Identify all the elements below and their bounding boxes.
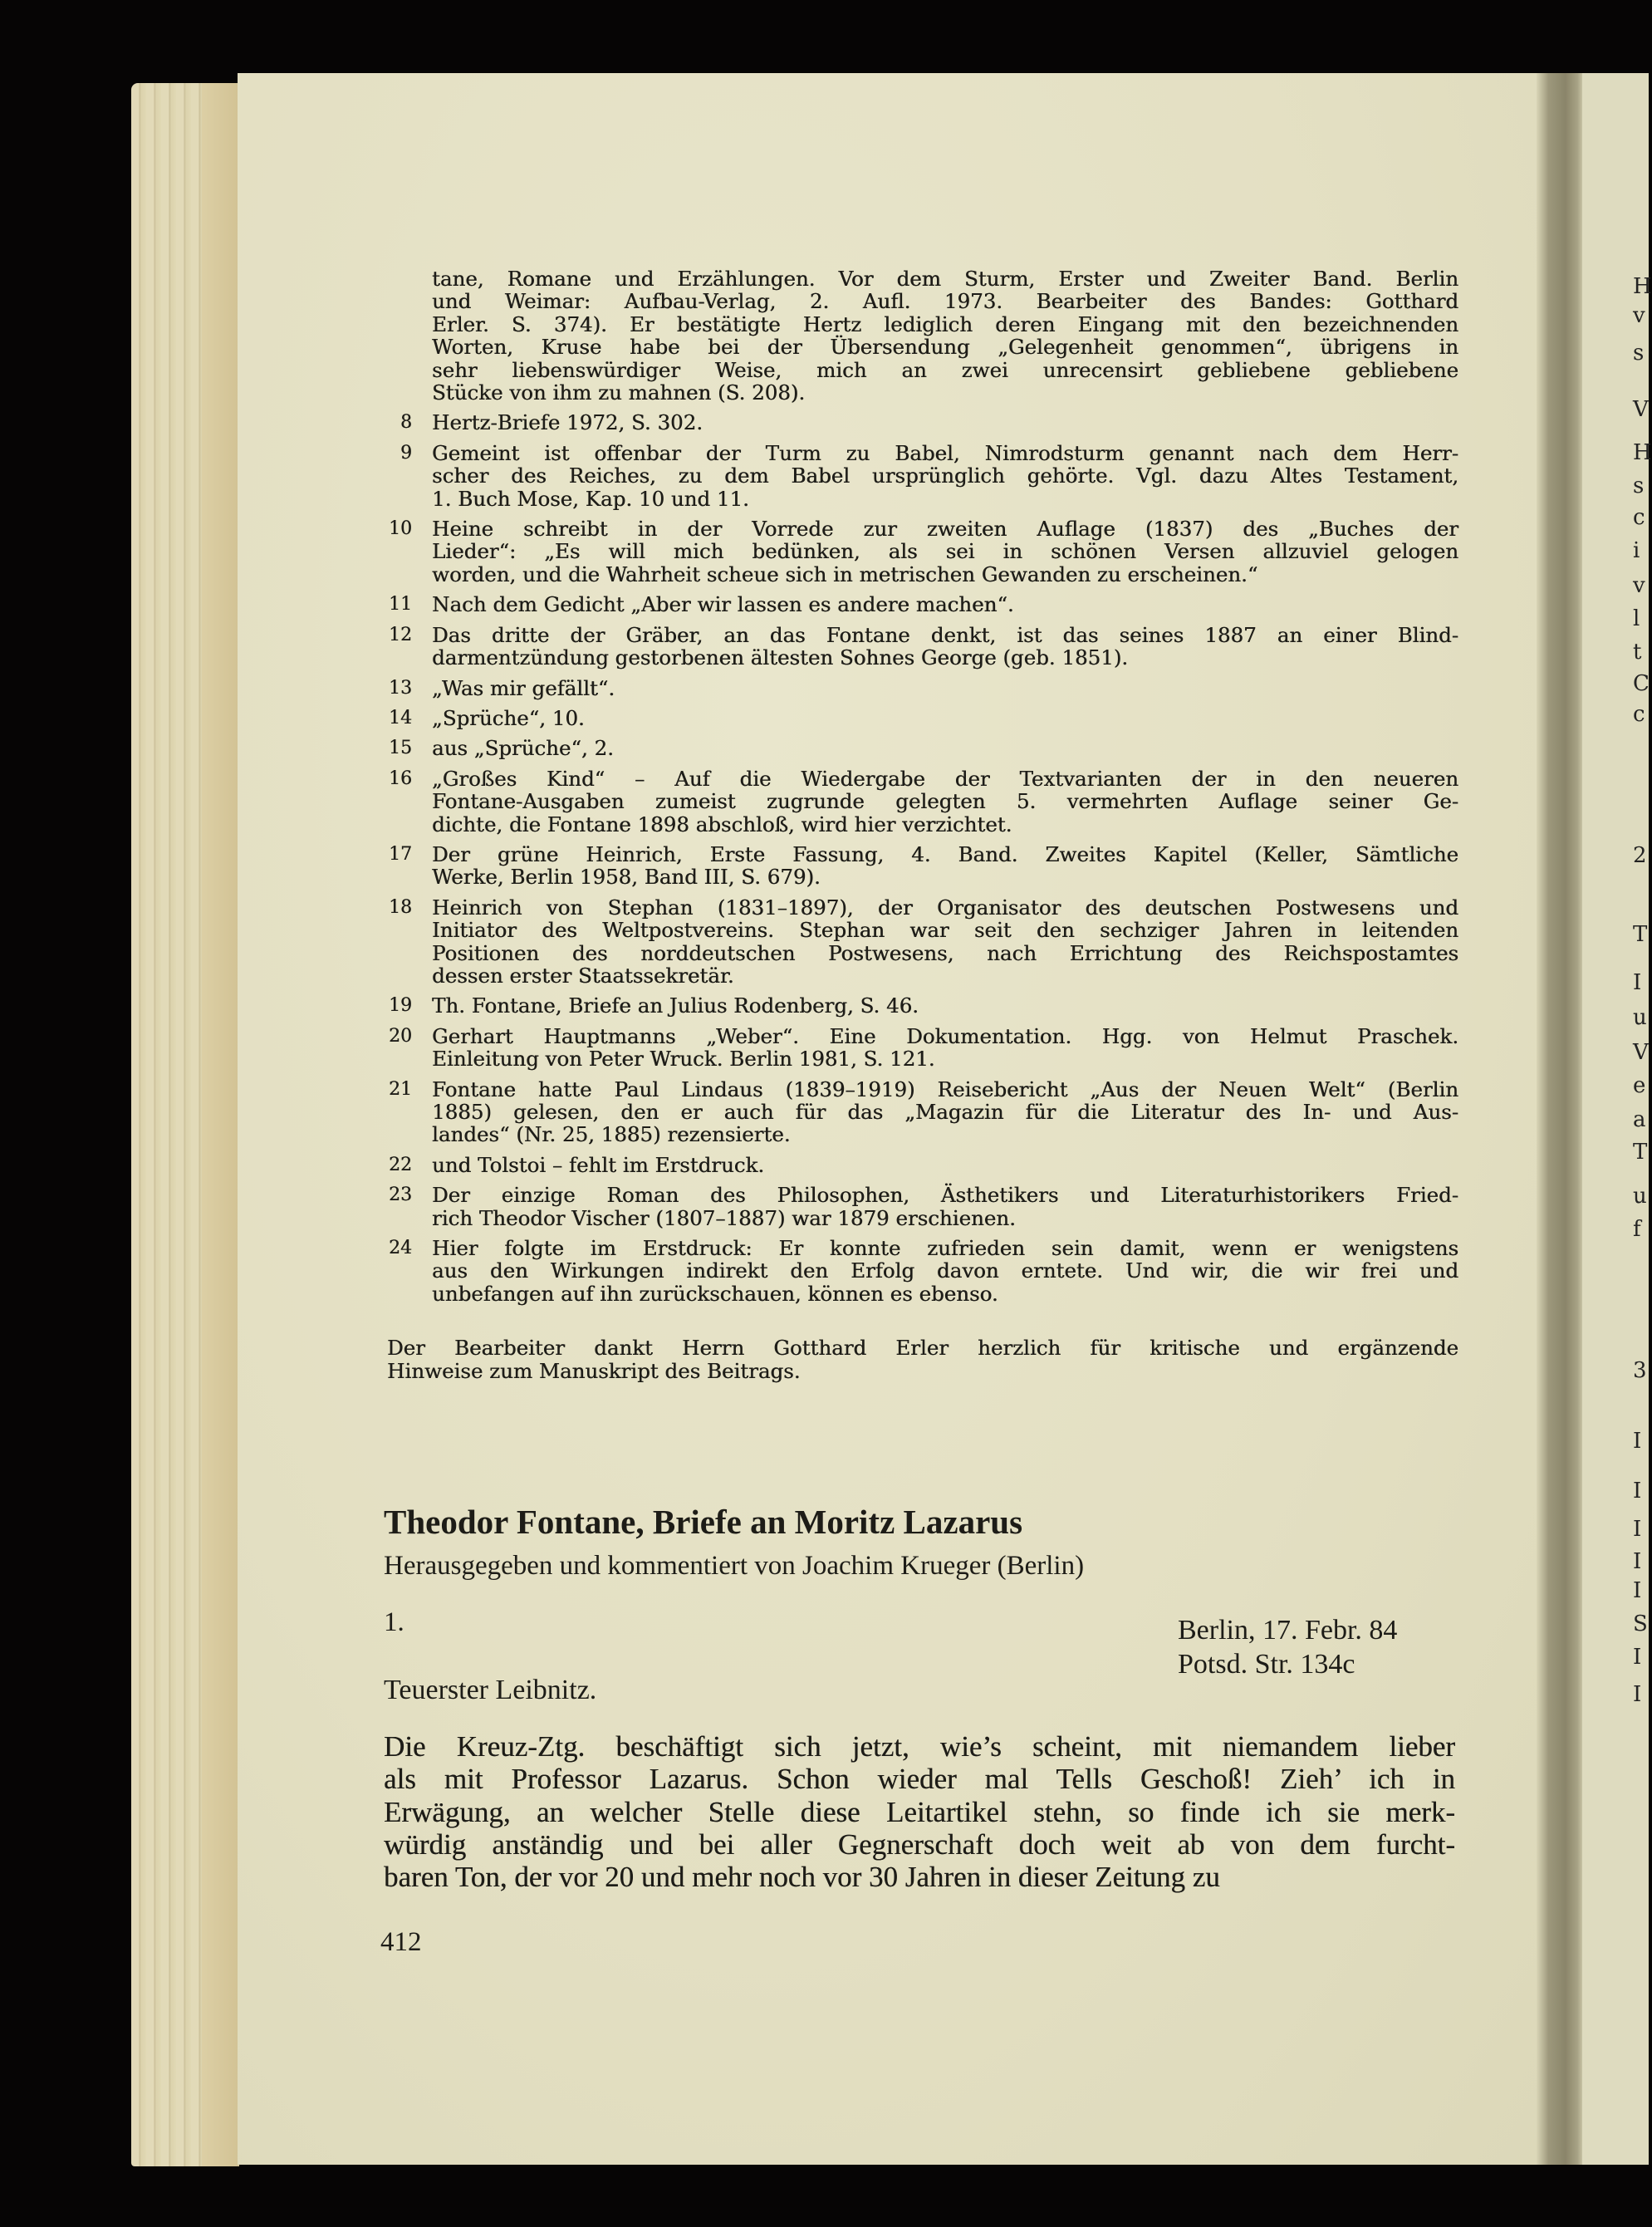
facing-page-letter: H: [1633, 274, 1652, 299]
facing-page-letter: I: [1633, 1645, 1642, 1670]
facing-page-letter: u: [1633, 1184, 1647, 1209]
footnote-11: [387, 593, 1458, 616]
footnote-10: [387, 518, 1458, 586]
text-line: landes“ (Nr. 25, 1885) rezensierte.: [432, 1122, 791, 1147]
footnote-17: [387, 843, 1458, 889]
facing-page-letter: 3: [1633, 1358, 1647, 1383]
text-line: „Sprüche“, 10.: [432, 705, 585, 730]
text-line: Hier folgte im Erstdruck: Er konnte zufrieden sein damit, wenn er wenigstens: [432, 1236, 1458, 1261]
facing-page-letter: e: [1633, 1073, 1646, 1098]
book-gutter-shadow: [1537, 73, 1585, 2165]
page-number: 412: [380, 1927, 422, 1957]
facing-page-letter: I: [1633, 1549, 1642, 1574]
text-line: Lieder“: „Es will mich bedünken, als sei in schönen Versen allzuviel gelogen: [432, 539, 1458, 564]
text-line: worden, und die Wahrheit scheue sich in metrischen Gewanden zu erscheinen.“: [432, 562, 1258, 586]
facing-page-letter: C: [1633, 671, 1650, 696]
footnote-18: [387, 896, 1458, 988]
text-line: Stücke von ihm zu mahnen (S. 208).: [432, 380, 806, 405]
footnote-12: [387, 624, 1458, 670]
text-line: Der Bearbeiter dankt Herrn Gotthard Erler herzlich für kritische und ergänzende: [387, 1336, 1458, 1361]
facing-page-letter: f: [1633, 1217, 1641, 1242]
facing-page-letter: I: [1633, 970, 1642, 995]
text-line: „Was mir gefällt“.: [432, 675, 615, 700]
letter-number: 1.: [384, 1607, 404, 1637]
text-line: und Weimar: Aufbau-Verlag, 2. Aufl. 1973. Bearbeiter des Bandes: Gotthard: [432, 289, 1458, 314]
footnote-number: 11: [389, 594, 412, 616]
footnote-22: [387, 1154, 1458, 1176]
text-line: tane, Romane und Erzählungen. Vor dem Sturm, Erster und Zweiter Band. Berlin: [432, 267, 1458, 291]
facing-page-letter: I: [1633, 1578, 1642, 1603]
footnote-13: [387, 677, 1458, 699]
text-line: Fontane-Ausgaben zumeist zugrunde gelegten 5. vermehrten Auflage seiner Ge-: [432, 789, 1458, 814]
text-line: 1. Buch Mose, Kap. 10 und 11.: [432, 486, 749, 511]
facing-page-letter: u: [1633, 1005, 1647, 1030]
facing-page-letter: I: [1633, 1682, 1642, 1707]
facing-page-letter: I: [1633, 1429, 1642, 1454]
text-line: Werke, Berlin 1958, Band III, S. 679).: [432, 865, 821, 890]
text-line: Erwägung, an welcher Stelle diese Leitartikel stehn, so finde ich sie merk-: [384, 1795, 1455, 1828]
text-line: würdig anständig und bei aller Gegnerschaft doch weit ab von dem furcht-: [384, 1827, 1455, 1861]
footnote-20: [387, 1025, 1458, 1071]
letter-address: Potsd. Str. 134c: [1178, 1649, 1355, 1680]
text-line: „Großes Kind“ – Auf die Wiedergabe der Textvarianten der in den neueren: [432, 766, 1458, 791]
footnote-number: 9: [400, 442, 412, 464]
footnote-number: 24: [389, 1238, 412, 1259]
footnote-number: 18: [389, 896, 412, 918]
footnote-number: 8: [400, 412, 412, 434]
text-line: scher des Reiches, zu dem Babel ursprünglich gehörte. Vgl. dazu Altes Testament,: [432, 464, 1458, 488]
letter-place-date: Berlin, 17. Febr. 84: [1178, 1615, 1398, 1646]
facing-page-letter: S: [1633, 1611, 1648, 1636]
text-line: Fontane hatte Paul Lindaus (1839–1919) Reisebericht „Aus der Neuen Welt“ (Berlin: [432, 1077, 1458, 1101]
acknowledgment: [387, 1337, 1458, 1382]
text-line: Das dritte der Gräber, an das Fontane denkt, ist das seines 1887 an einer Blind-: [432, 622, 1458, 647]
footnote-15: [387, 737, 1458, 759]
text-line: als mit Professor Lazarus. Schon wieder mal Tells Geschoß! Zieh’ ich in: [384, 1763, 1455, 1796]
facing-page-letter: c: [1633, 702, 1645, 727]
footnote-number: 21: [389, 1078, 412, 1100]
footnote-number: 12: [389, 624, 412, 645]
text-line: Th. Fontane, Briefe an Julius Rodenberg, S. 46.: [432, 993, 919, 1018]
footnote-number: 16: [389, 768, 412, 789]
facing-page-letter: s: [1633, 341, 1645, 365]
footnote-number: 23: [389, 1185, 412, 1206]
facing-page-letter: V: [1633, 1040, 1649, 1065]
footnote-continuation: [387, 267, 1458, 404]
text-line: Nach dem Gedicht „Aber wir lassen es andere machen“.: [432, 592, 1014, 617]
footnote-8: [387, 411, 1458, 434]
footnote-number: 13: [389, 677, 412, 699]
facing-page-letter: V: [1633, 397, 1649, 422]
text-line: Gemeint ist offenbar der Turm zu Babel, Nimrodsturm genannt nach dem Herr-: [432, 440, 1458, 465]
footnote-number: 10: [389, 518, 412, 540]
text-line: Hinweise zum Manuskript des Beitrags.: [387, 1358, 801, 1383]
footnotes: [387, 267, 1458, 1382]
footnote-number: 17: [389, 843, 412, 865]
facing-page-letter: 2: [1633, 843, 1647, 868]
text-line: aus „Sprüche“, 2.: [432, 736, 614, 761]
footnote-23: [387, 1184, 1458, 1229]
footnote-number: 15: [389, 738, 412, 759]
text-line: aus den Wirkungen indirekt den Erfolg davon erntete. Und wir, die wir frei und: [432, 1258, 1458, 1283]
facing-page-letter: I: [1633, 1517, 1642, 1542]
facing-page-letter: v: [1633, 573, 1645, 598]
footnote-9: [387, 442, 1458, 510]
article-subtitle: Herausgegeben und kommentiert von Joachim Krueger (Berlin): [384, 1551, 1085, 1581]
facing-page-letter: I: [1633, 1479, 1642, 1503]
facing-page-letter: t: [1633, 640, 1642, 665]
text-line: Gerhart Hauptmanns „Weber“. Eine Dokumentation. Hgg. von Helmut Praschek.: [432, 1023, 1458, 1048]
facing-page-letter: H: [1633, 440, 1652, 465]
footnote-number: 22: [389, 1154, 412, 1175]
footnote-14: [387, 707, 1458, 729]
text-line: baren Ton, der vor 20 und mehr noch vor 30 Jahren in dieser Zeitung zu: [384, 1861, 1220, 1894]
facing-page-letter: T: [1633, 1140, 1648, 1165]
facing-page-letter: l: [1633, 606, 1640, 631]
footnote-19: [387, 994, 1458, 1017]
text-line: Der einzige Roman des Philosophen, Ästhetikers und Literaturhistorikers Fried-: [432, 1183, 1458, 1208]
text-line: Die Kreuz-Ztg. beschäftigt sich jetzt, wie’s scheint, mit niemandem lieber: [384, 1730, 1455, 1763]
text-line: Heinrich von Stephan (1831–1897), der Organisator des deutschen Postwesens und: [432, 895, 1458, 920]
facing-page-letter: a: [1633, 1107, 1646, 1132]
text-line: Heine schreibt in der Vorrede zur zweiten Auflage (1837) des „Buches der: [432, 517, 1458, 542]
facing-page-letter: v: [1633, 303, 1645, 328]
text-line: unbefangen auf ihn zurückschauen, können es ebenso.: [432, 1281, 998, 1306]
page-stack-edges: [131, 83, 239, 2166]
text-line: Einleitung von Peter Wruck. Berlin 1981, S. 121.: [432, 1047, 935, 1072]
text-line: Erler. S. 374). Er bestätigte Hertz lediglich deren Eingang mit den bezeichnenden: [432, 311, 1458, 336]
text-line: rich Theodor Vischer (1807–1887) war 1879 erschienen.: [432, 1205, 1016, 1230]
text-line: Der grüne Heinrich, Erste Fassung, 4. Band. Zweites Kapitel (Keller, Sämtliche: [432, 841, 1458, 866]
footnote-16: [387, 768, 1458, 836]
letter-body: [384, 1730, 1455, 1893]
facing-page-letter: T: [1633, 922, 1648, 947]
text-line: 1885) gelesen, den er auch für das „Magazin für die Literatur des In- und Aus-: [432, 1100, 1458, 1124]
letter-salutation: Teuerster Leibnitz.: [384, 1675, 597, 1705]
text-line: Initiator des Weltpostvereins. Stephan war seit den sechziger Jahren in leitenden: [432, 918, 1458, 943]
text-line: darmentzündung gestorbenen ältesten Sohnes George (geb. 1851).: [432, 645, 1129, 670]
text-line: und Tolstoi – fehlt im Erstdruck.: [432, 1152, 765, 1177]
text-line: sehr liebenswürdiger Weise, mich an zwei unrecensirt gebliebene gebliebene: [432, 357, 1458, 382]
footnote-21: [387, 1078, 1458, 1146]
text-line: dichte, die Fontane 1898 abschloß, wird hier verzichtet.: [432, 812, 1012, 836]
text-line: dessen erster Staatssekretär.: [432, 963, 734, 988]
facing-page-letter: i: [1633, 538, 1640, 563]
text-line: Hertz-Briefe 1972, S. 302.: [432, 410, 703, 435]
article-title: Theodor Fontane, Briefe an Moritz Lazarus: [384, 1503, 1023, 1541]
footnote-number: 19: [389, 995, 412, 1017]
text-line: Worten, Kruse habe bei der Übersendung „Gelegenheit genommen“, übrigens in: [432, 335, 1458, 360]
facing-page-letter: s: [1633, 473, 1645, 498]
text-line: Positionen des norddeutschen Postwesens, nach Errichtung des Reichspostamtes: [432, 940, 1458, 965]
footnote-number: 20: [389, 1025, 412, 1047]
footnote-24: [387, 1237, 1458, 1305]
facing-page-letter: c: [1633, 505, 1645, 530]
footnote-number: 14: [389, 707, 412, 728]
